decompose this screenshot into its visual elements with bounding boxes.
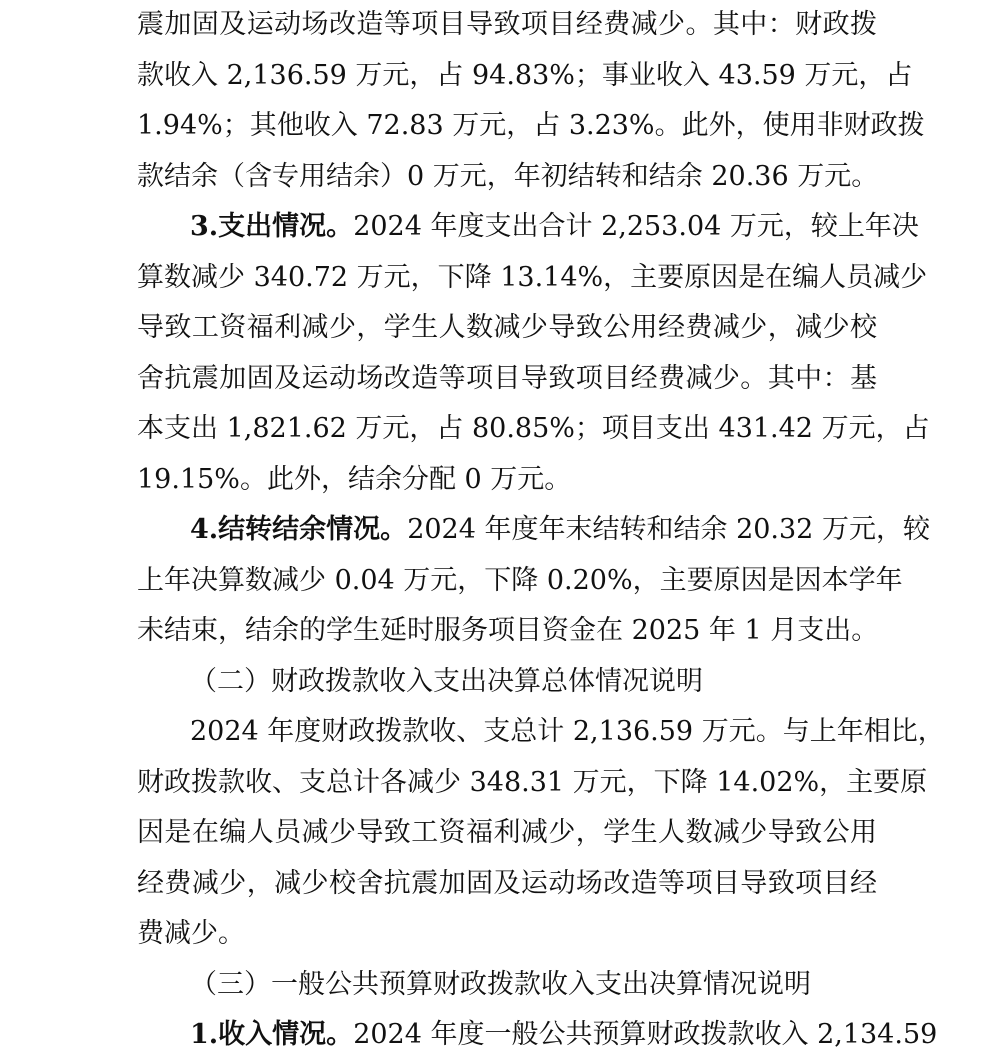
paragraph-first-line <box>190 202 919 253</box>
paragraph-line: 未结束，结余的学生延时服务项目资金在 2025 年 1 月支出。 <box>137 615 879 646</box>
paragraph-text: 2024 年度一般公共预算财政拨款收入 2,134.59 <box>353 1019 938 1050</box>
paragraph-line: 因是在编人员减少导致工资福利减少，学生人数减少导致公用 <box>137 817 877 848</box>
section-lead-income: 1.收入情况。 <box>190 1019 354 1050</box>
paragraph-line: 本支出 1,821.62 万元，占 80.85%；项目支出 431.42 万元，占 <box>137 413 930 444</box>
paragraph-line: 款结余（含专用结余）0 万元，年初结转和结余 20.36 万元。 <box>137 160 879 192</box>
section-heading-2: （二）财政拨款收入支出决算总体情况说明 <box>190 665 703 697</box>
section-lead-carryover: 4.结转结余情况。 <box>190 514 408 545</box>
paragraph-line: 震加固及运动场改造等项目导致项目经费减少。其中：财政拨 <box>137 9 877 40</box>
paragraph-first-line <box>190 505 930 556</box>
paragraph-line: 舍抗震加固及运动场改造等项目导致项目经费减少。其中：基 <box>137 362 877 394</box>
paragraph-line: 费减少。 <box>137 918 245 949</box>
paragraph-first-line <box>190 1010 938 1061</box>
section-heading-3: （三）一般公共预算财政拨款收入支出决算情况说明 <box>190 968 811 1000</box>
paragraph-line: 算数减少 340.72 万元，下降 13.14%，主要原因是在编人员减少 <box>137 261 928 293</box>
paragraph-line: 经费减少，减少校舍抗震加固及运动场改造等项目导致项目经 <box>137 867 877 899</box>
paragraph-line: 2024 年度财政拨款收、支总计 2,136.59 万元。与上年相比， <box>190 716 945 747</box>
paragraph-line: 款收入 2,136.59 万元，占 94.83%；事业收入 43.59 万元，占 <box>137 59 913 91</box>
paragraph-text: 2024 年度支出合计 2,253.04 万元，较上年决 <box>353 211 919 242</box>
paragraph-line: 上年决算数减少 0.04 万元，下降 0.20%，主要原因是因本学年 <box>137 564 903 596</box>
paragraph-text: 2024 年度年末结转和结余 20.32 万元，较 <box>407 514 930 545</box>
section-lead-expenditure: 3.支出情况。 <box>190 211 354 242</box>
paragraph-line: 财政拨款收、支总计各减少 348.31 万元，下降 14.02%，主要原 <box>137 766 928 798</box>
paragraph-line: 19.15%。此外，结余分配 0 万元。 <box>137 463 572 495</box>
paragraph-line: 导致工资福利减少，学生人数减少导致公用经费减少，减少校 <box>137 312 877 343</box>
paragraph-line: 1.94%；其他收入 72.83 万元，占 3.23%。此外，使用非财政拨 <box>137 110 925 141</box>
